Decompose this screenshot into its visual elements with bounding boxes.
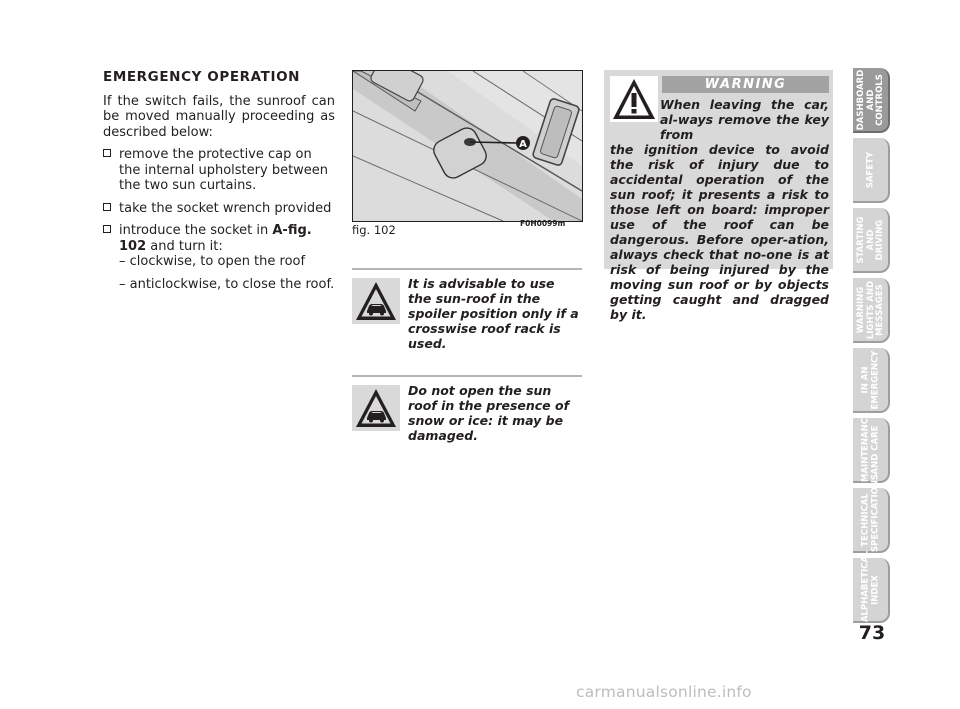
note-roof-rack	[352, 268, 582, 351]
tab-label: WARNING LIGHTS AND MESSAGES	[855, 280, 885, 339]
tab-label: TECHNICAL SPECIFICATIONS	[860, 473, 880, 552]
figure-label: fig. 102	[352, 223, 396, 237]
step-item	[103, 147, 335, 194]
tab-dashboard-and-controls[interactable]	[853, 68, 890, 133]
tab-label: MAINTENANCE AND CARE	[860, 411, 880, 482]
step-item	[103, 223, 335, 254]
warning-title: WARNING	[662, 76, 829, 93]
figure-image	[352, 70, 583, 222]
checkbox-bullet-icon	[103, 225, 111, 233]
figure-code: F0H0099m	[520, 219, 566, 228]
warning-body: the ignition device to avoid the risk of injury due to accidental operation of the sun roof; it presents a risk to those left on board: improper use of the roof can be dangerous. Before oper-ation, always check that no-one is at risk of being injured by the moving sun roof or by objects getting caught and dragged by it.	[610, 142, 829, 322]
checkbox-bullet-icon	[103, 203, 111, 211]
note-snow-ice	[352, 375, 582, 443]
tab-warning-lights-and-messages[interactable]	[853, 278, 890, 343]
note-text: Do not open the sun roof in the presence of snow or ice: it may be damaged.	[408, 383, 570, 443]
tab-label: ALPHABETICAL INDEX	[860, 550, 880, 622]
figure-reference: A-fig. 102	[119, 223, 312, 254]
step-text: take the socket wrench provided	[119, 200, 332, 216]
step-text-prefix: introduce the socket in	[119, 223, 273, 238]
tab-label: IN AN EMERGENCY	[860, 350, 880, 409]
section-heading: EMERGENCY OPERATION	[103, 69, 301, 85]
tab-label: SAFETY	[864, 151, 875, 188]
warning-box	[604, 70, 833, 322]
car-warning-icon	[352, 385, 400, 431]
tab-in-an-emergency[interactable]	[853, 348, 890, 413]
sub-step: – anticlockwise, to close the roof.	[119, 276, 335, 292]
note-text: It is advisable to use the sun-roof in the spoiler position only if a crosswise roof rack is used.	[408, 276, 579, 351]
tab-safety[interactable]	[853, 138, 890, 203]
callout-a: A	[519, 139, 527, 150]
note-divider	[352, 375, 582, 377]
step-text: remove the protective cap on the internal upholstery between the two sun curtains.	[119, 147, 329, 193]
checkbox-bullet-icon	[103, 149, 111, 157]
page-number: 73	[858, 622, 886, 644]
warning-lead: When leaving the car, al-ways remove the key from	[660, 97, 829, 142]
sunroof-illustration	[353, 71, 582, 221]
step-item	[103, 201, 335, 217]
tab-label: DASHBOARD AND CONTROLS	[855, 69, 885, 130]
watermark: carmanualsonline.info	[576, 683, 752, 701]
car-warning-icon	[352, 278, 400, 324]
note-divider	[352, 268, 582, 270]
tab-technical-specifications[interactable]	[853, 473, 890, 553]
tab-starting-and-driving[interactable]	[853, 208, 890, 273]
tab-label: STARTING AND DRIVING	[855, 215, 885, 264]
tab-alphabetical-index[interactable]	[853, 550, 890, 623]
intro-paragraph: If the switch fails, the sunroof can be moved manually proceeding as described below:	[103, 93, 335, 140]
warning-text	[610, 97, 829, 322]
step-text-suffix: and turn it:	[146, 238, 223, 254]
sub-step: – clockwise, to open the roof	[119, 254, 306, 269]
emergency-operation-section	[103, 70, 335, 299]
